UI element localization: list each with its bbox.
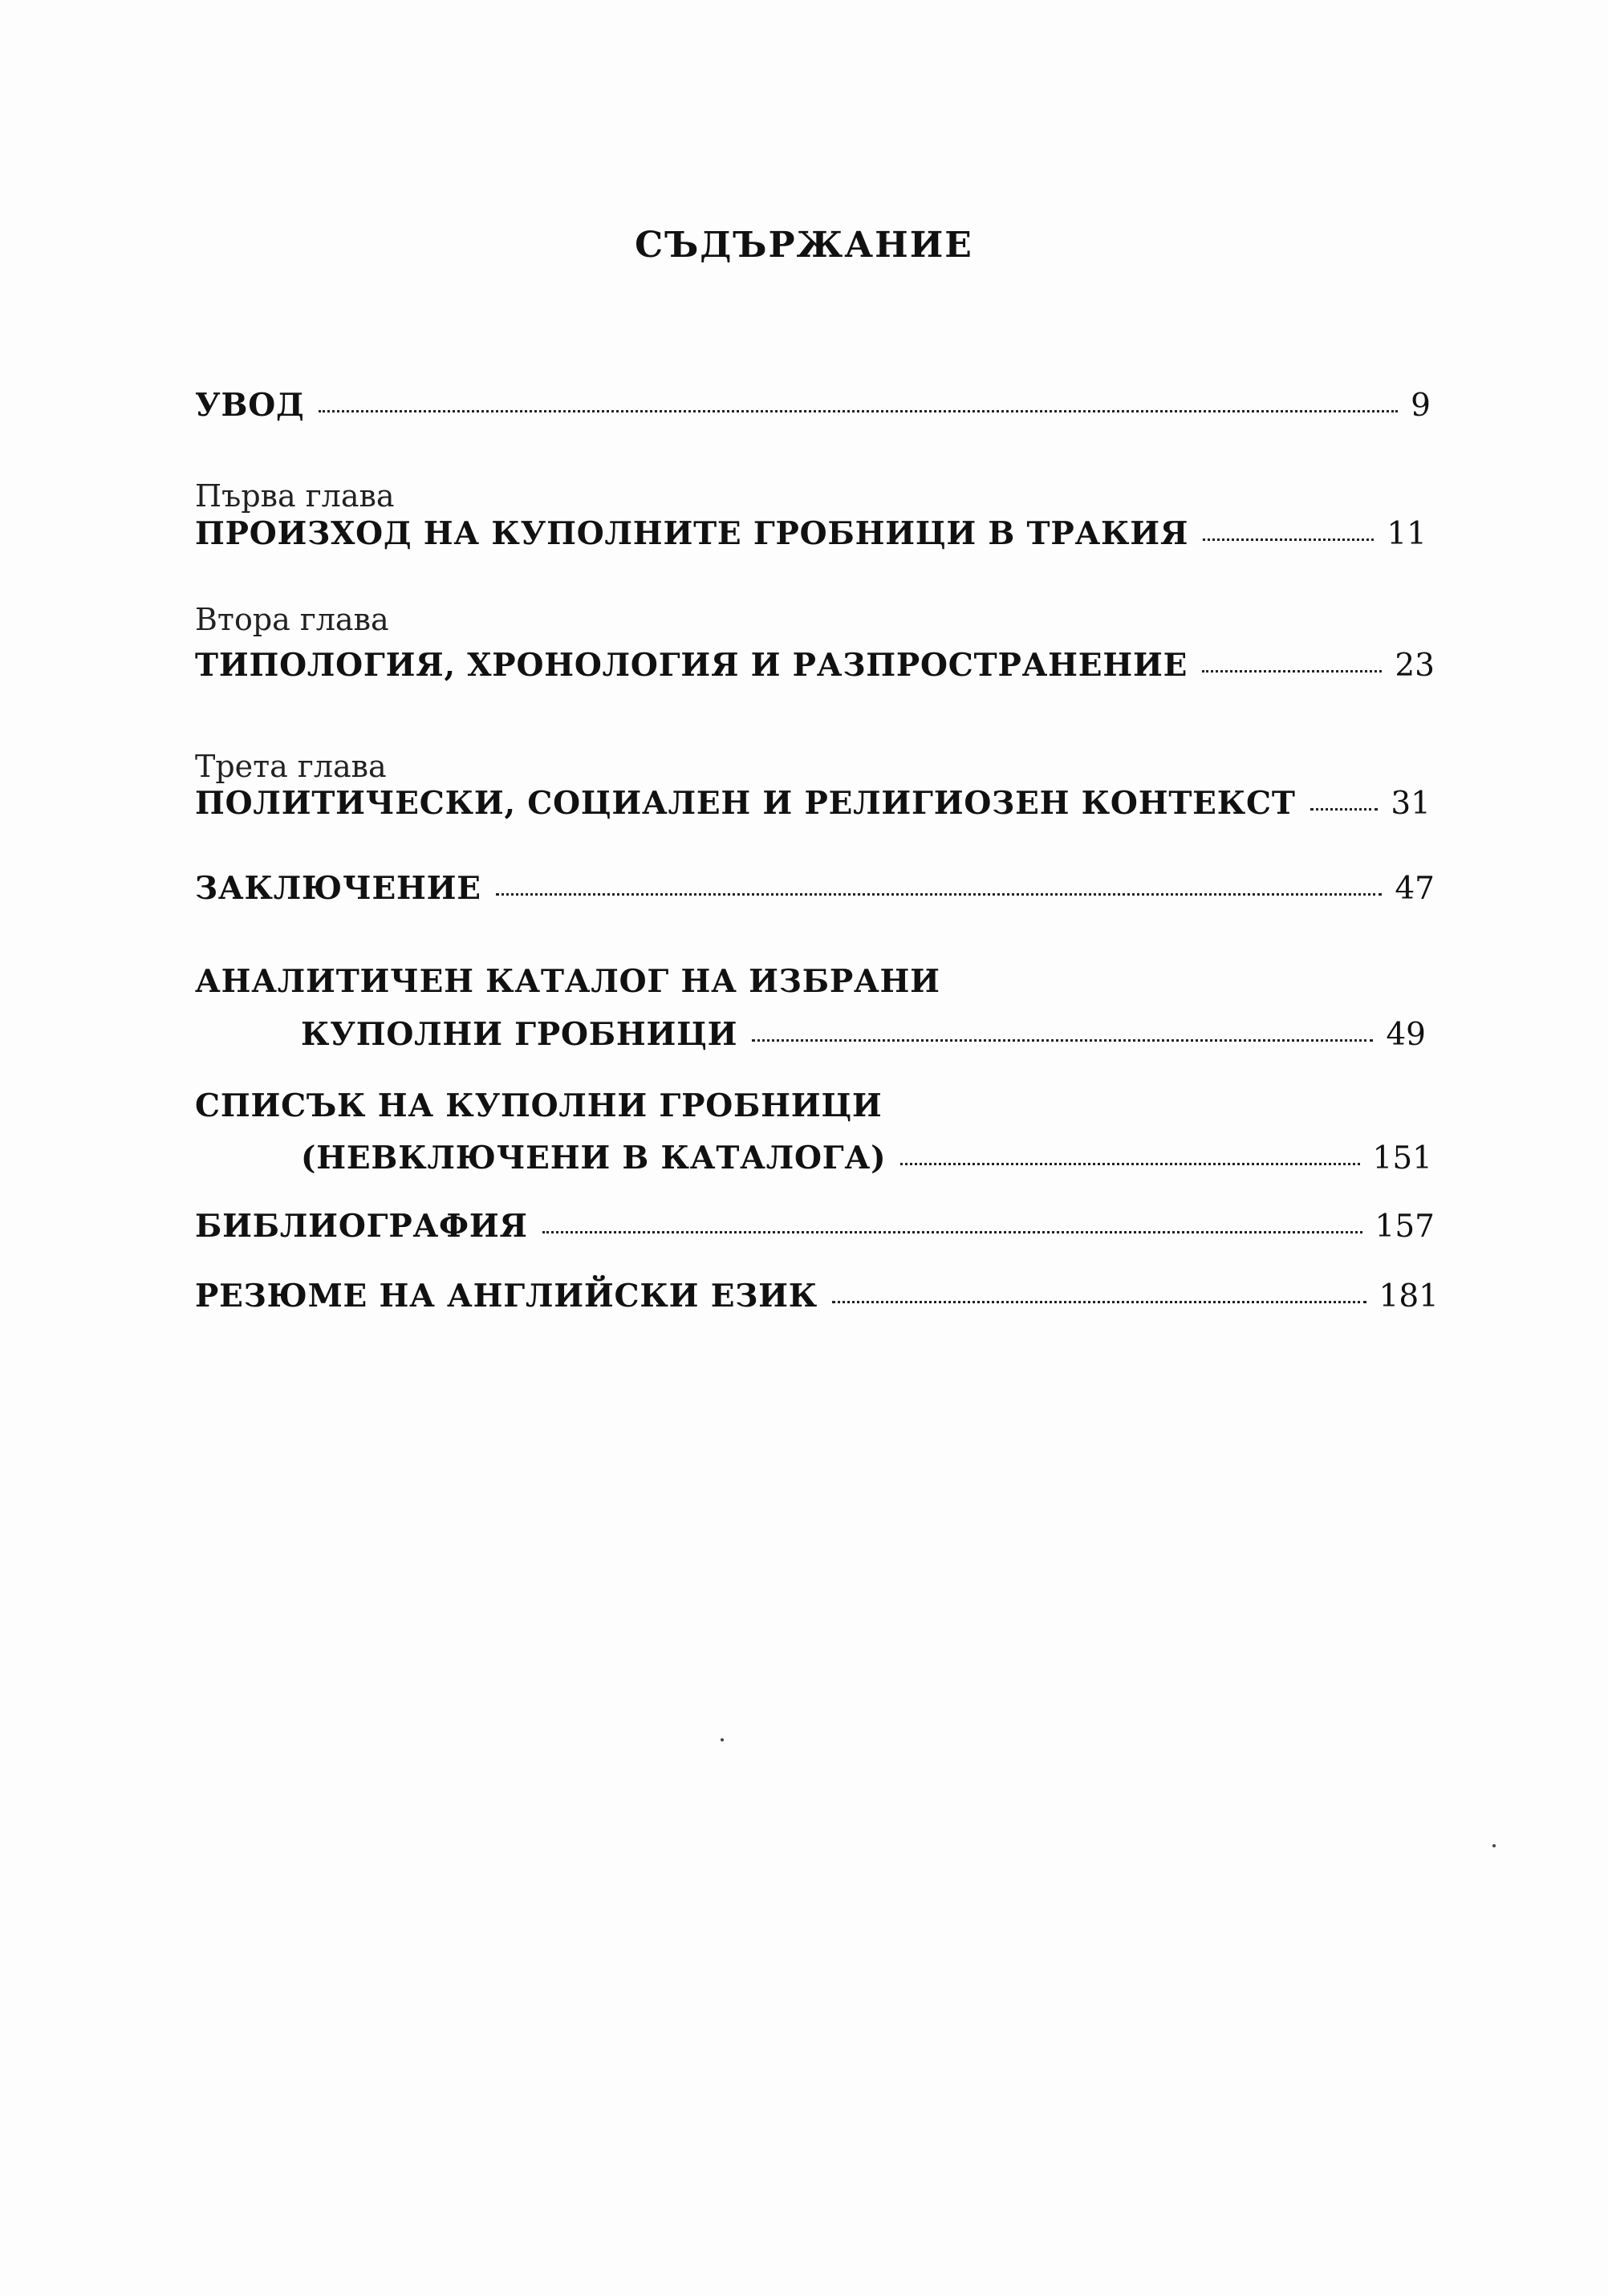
dot-leader [1203, 538, 1374, 541]
toc-entry-page-number: 49 [1386, 1017, 1426, 1053]
dot-leader [496, 893, 1383, 896]
chapter-label-first: Първа глава [195, 478, 395, 514]
chapter-label-second: Втора глава [195, 602, 389, 637]
toc-entry-page-number: 181 [1379, 1278, 1439, 1315]
scan-speck [721, 1738, 724, 1741]
toc-entry-page-number: 151 [1372, 1140, 1432, 1176]
toc-entry-catalogue-line2[interactable] [301, 1016, 1426, 1053]
toc-entry-page-number: 31 [1391, 786, 1431, 822]
page-title: СЪДЪРЖАНИЕ [635, 225, 973, 266]
toc-entry-title: ПОЛИТИЧЕСКИ, СОЦИАЛЕН И РЕЛИГИОЗЕН КОНТЕКСТ [195, 785, 1296, 822]
dot-leader [752, 1039, 1373, 1042]
toc-entry-title-continued: (НЕВКЛЮЧЕНИ В КАТАЛОГА) [301, 1140, 887, 1176]
toc-entry-title: ЗАКЛЮЧЕНИЕ [195, 870, 481, 907]
toc-entry-page-number: 11 [1387, 516, 1427, 552]
toc-entry-title: ПРОИЗХОД НА КУПОЛНИТЕ ГРОБНИЦИ В ТРАКИЯ [195, 515, 1189, 552]
toc-entry-typology[interactable] [195, 647, 1435, 684]
toc-entry-list-line2[interactable] [301, 1140, 1432, 1176]
toc-entry-title: АНАЛИТИЧЕН КАТАЛОГ НА ИЗБРАНИ [195, 963, 940, 1000]
toc-entry-page-number: 9 [1411, 388, 1431, 424]
toc-entry-introduction[interactable] [195, 387, 1431, 424]
toc-entry-bibliography[interactable] [195, 1208, 1435, 1245]
toc-entry-page-number: 47 [1395, 871, 1435, 907]
toc-entry-conclusion[interactable] [195, 870, 1435, 907]
dot-leader [832, 1301, 1366, 1303]
dot-leader [319, 410, 1398, 412]
scan-speck [1492, 1844, 1496, 1847]
toc-entry-title: УВОД [195, 387, 305, 424]
toc-entry-english-summary[interactable] [195, 1278, 1439, 1315]
dot-leader [542, 1231, 1362, 1233]
toc-entry-list-line1[interactable] [195, 1087, 883, 1124]
toc-entry-title: БИБЛИОГРАФИЯ [195, 1208, 528, 1245]
toc-entry-catalogue-line1[interactable] [195, 963, 940, 1000]
toc-entry-title: РЕЗЮМЕ НА АНГЛИЙСКИ ЕЗИК [195, 1278, 818, 1315]
toc-entry-page-number: 23 [1395, 648, 1435, 684]
toc-entry-page-number: 157 [1375, 1209, 1435, 1245]
dot-leader [1310, 808, 1379, 811]
toc-entry-context[interactable] [195, 785, 1431, 822]
toc-entry-title-continued: КУПОЛНИ ГРОБНИЦИ [301, 1016, 738, 1053]
dot-leader [1202, 670, 1382, 673]
dot-leader [900, 1163, 1359, 1165]
toc-entry-origin[interactable] [195, 515, 1427, 552]
toc-entry-title: СПИСЪК НА КУПОЛНИ ГРОБНИЦИ [195, 1087, 883, 1124]
toc-entry-title: ТИПОЛОГИЯ, ХРОНОЛОГИЯ И РАЗПРОСТРАНЕНИЕ [195, 647, 1188, 684]
chapter-label-third: Трета глава [195, 749, 387, 784]
